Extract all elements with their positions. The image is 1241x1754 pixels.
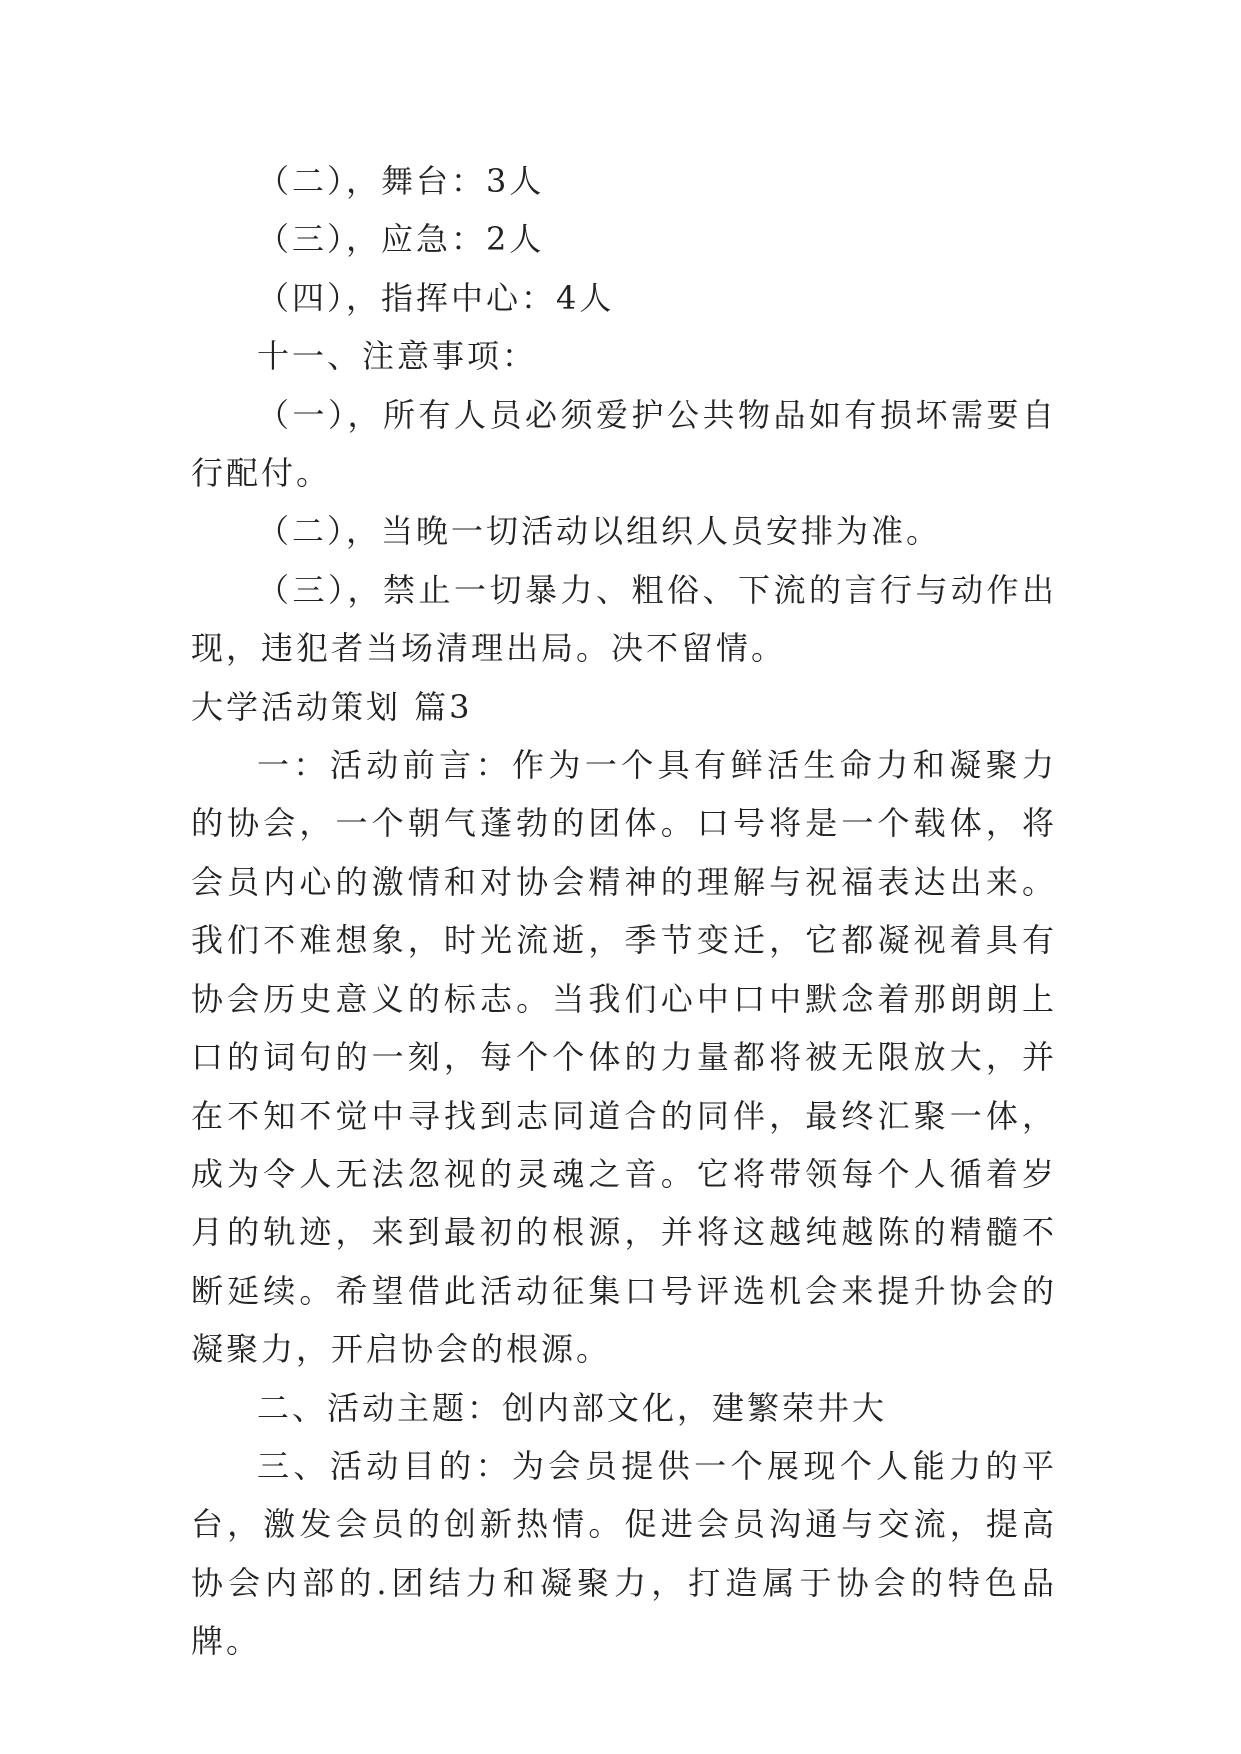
paragraph-theme: 二、活动主题：创内部文化，建繁荣井大 (257, 1388, 888, 1427)
document-body (191, 152, 1057, 1671)
paragraph-note-2: （二），当晚一切活动以组织人员安排为准。 (257, 512, 942, 551)
paragraph-note-1: （一），所有人员必须爱护公共物品如有损坏需要自行配付。 (191, 395, 1057, 493)
paragraph-purpose: 三、活动目的：为会员提供一个展现个人能力的平台，激发会员的创新热情。促进会员沟通与交流，提高协会内部的.团结力和凝聚力，打造属于协会的特色品牌。 (191, 1446, 1057, 1661)
paragraph-stage-staff: （二），舞台：3人 (257, 162, 545, 200)
paragraph-emergency-staff: （三），应急：2人 (257, 220, 545, 259)
article-heading: 大学活动策划 篇3 (191, 687, 473, 726)
paragraph-note-3: （三），禁止一切暴力、粗俗、下流的言行与动作出现，违犯者当场清理出局。决不留情。 (191, 570, 1057, 668)
paragraph-command-center-staff: （四），指挥中心：4人 (257, 278, 615, 317)
paragraph-preface: 一：活动前言：作为一个具有鲜活生命力和凝聚力的协会，一个朝气蓬勃的团体。口号将是一个载体，将会员内心的激情和对协会精神的理解与祝福表达出来。我们不难想象，时光流逝，季节变迁，它都凝视着具有协会历史意义的标志。当我们心中口中默念着那朗朗上口的词句的一刻，每个个体的力量都将被无限放大，并在不知不觉中寻找到志同道合的同伴，最终汇聚一体，成为令人无法忽视的灵魂之音。它将带领每个人循着岁月的轨迹，来到最初的根源，并将这越纯越陈的精髓不断延续。希望借此活动征集口号评选机会来提升协会的凝聚力，开启协会的根源。 (191, 746, 1057, 1369)
section-heading-notes: 十一、注意事项： (257, 337, 538, 376)
